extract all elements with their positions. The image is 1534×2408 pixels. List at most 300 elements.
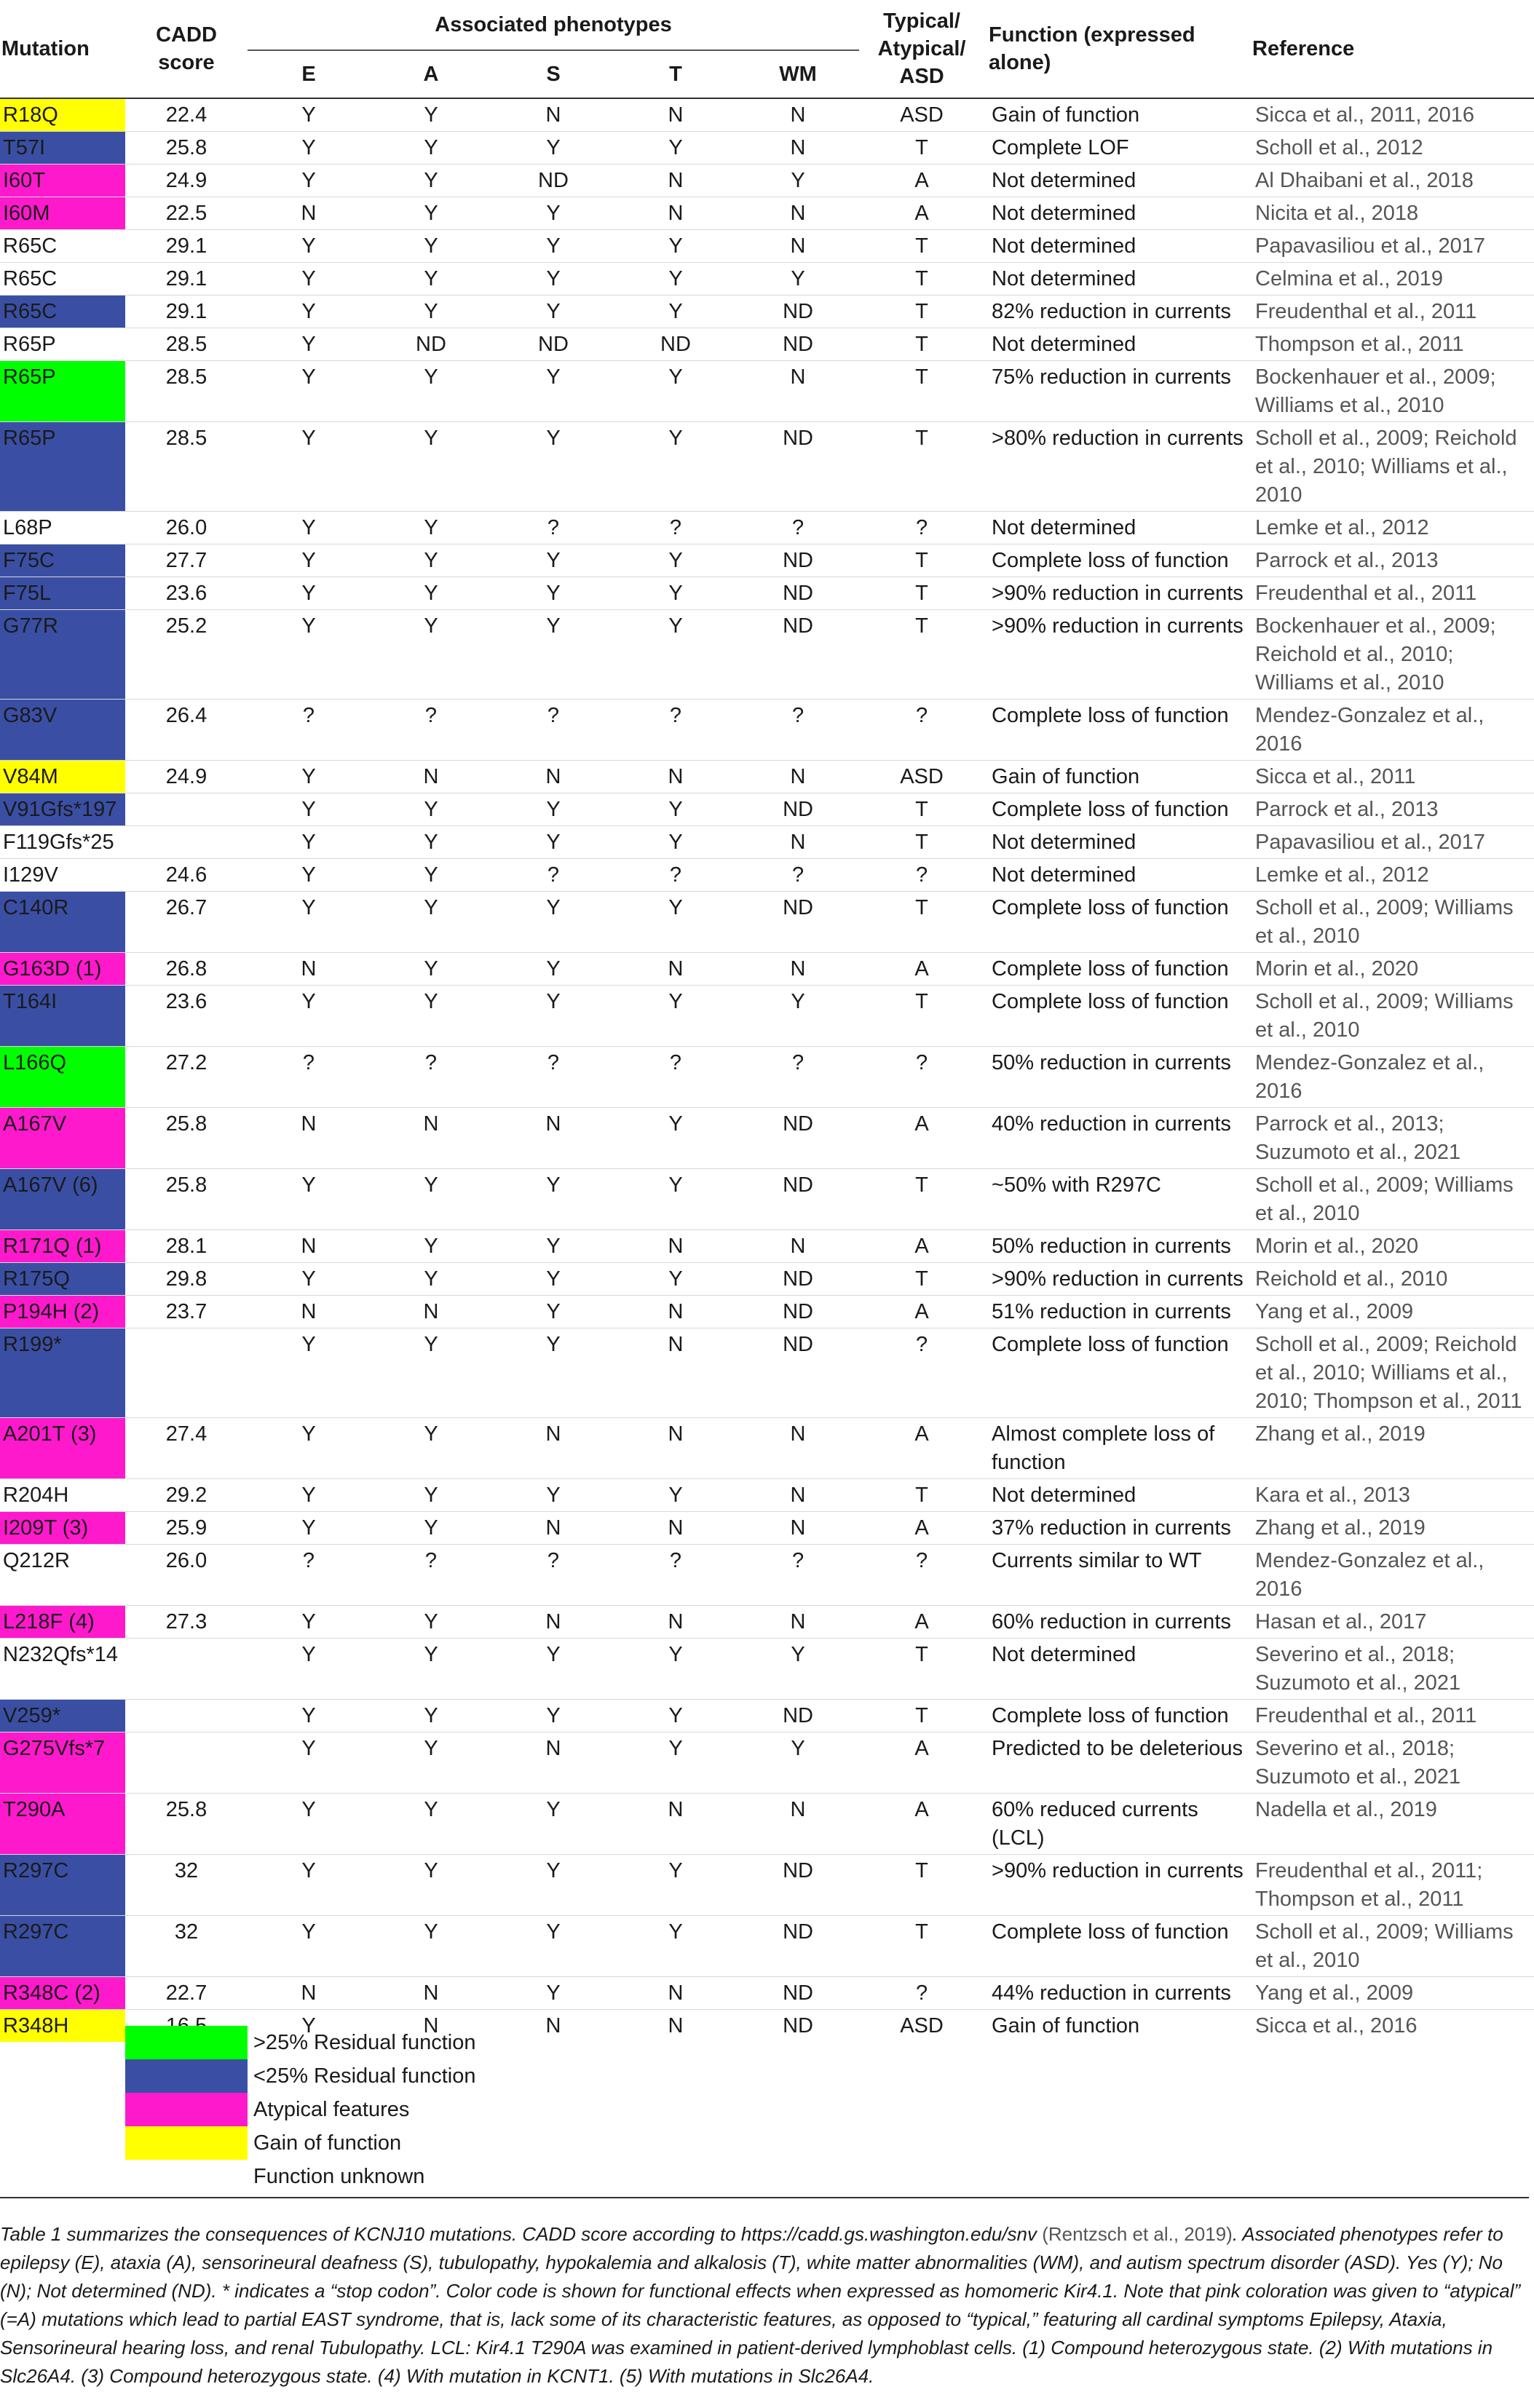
cell-s: Y bbox=[546, 1235, 561, 1258]
mutation-cell: L218F (4) bbox=[0, 1606, 125, 1639]
cell-wm: ND bbox=[783, 549, 813, 572]
cell-e: Y bbox=[301, 831, 316, 854]
table-row bbox=[0, 1794, 1534, 1855]
mutation-cell: G163D (1) bbox=[0, 953, 125, 986]
cell-s: N bbox=[545, 2014, 561, 2037]
cell-a: Y bbox=[424, 1920, 438, 1944]
cell-a: ND bbox=[416, 333, 446, 356]
cell-cadd bbox=[125, 826, 248, 859]
reference-cell: Mendez-Gonzalez et al., 2016 bbox=[1255, 1549, 1484, 1601]
table-row bbox=[0, 1047, 1534, 1108]
cell-t: N bbox=[668, 1798, 684, 1821]
cell-t: Y bbox=[668, 267, 683, 290]
function-cell: Not determined bbox=[992, 234, 1136, 258]
function-cell: Not determined bbox=[992, 169, 1136, 192]
function-cell: Not determined bbox=[992, 516, 1136, 539]
function-cell: Not determined bbox=[992, 333, 1136, 356]
cell-e: Y bbox=[301, 765, 316, 788]
cell-cadd: 25.8 bbox=[165, 1173, 207, 1197]
legend-item bbox=[125, 2026, 476, 2059]
cell-wm: ND bbox=[783, 1859, 813, 1882]
mutation-cell: I209T (3) bbox=[0, 1512, 125, 1545]
legend-label: >25% Residual function bbox=[253, 2030, 476, 2054]
cell-cadd: 27.3 bbox=[165, 1610, 207, 1633]
cell-e: Y bbox=[301, 1516, 316, 1540]
reference-cell: Zhang et al., 2019 bbox=[1255, 1422, 1426, 1446]
mutation-cell: R65P bbox=[0, 361, 125, 422]
mutation-cell: R171Q (1) bbox=[0, 1230, 125, 1263]
cell-cadd: 26.0 bbox=[165, 516, 207, 539]
function-cell: Almost complete loss of function bbox=[992, 1422, 1215, 1474]
cell-typ: A bbox=[914, 1610, 929, 1633]
cell-wm: ND bbox=[783, 1112, 813, 1136]
cell-a: Y bbox=[424, 169, 438, 192]
cell-s: ND bbox=[538, 333, 569, 356]
mutation-cell: C140R bbox=[0, 892, 125, 953]
table-row bbox=[0, 1606, 1534, 1639]
cell-typ: T bbox=[915, 1267, 928, 1291]
cell-t: Y bbox=[668, 1704, 683, 1727]
cell-s: Y bbox=[546, 300, 561, 323]
reference-cell: Papavasiliou et al., 2017 bbox=[1255, 234, 1486, 258]
cell-typ: ASD bbox=[900, 2014, 944, 2037]
cell-s: Y bbox=[546, 1267, 561, 1291]
cell-e: Y bbox=[301, 1173, 316, 1197]
legend-swatch bbox=[125, 2059, 248, 2093]
reference-cell: Morin et al., 2020 bbox=[1255, 957, 1419, 981]
cell-s: Y bbox=[546, 1798, 561, 1821]
cell-a: Y bbox=[424, 863, 438, 887]
cell-e: Y bbox=[301, 1737, 316, 1760]
cell-s: Y bbox=[546, 831, 561, 854]
mutation-cell: A201T (3) bbox=[0, 1418, 125, 1479]
cell-s: Y bbox=[546, 1859, 561, 1882]
cell-a: ? bbox=[424, 704, 438, 727]
cell-cadd: 25.8 bbox=[165, 1112, 207, 1136]
reference-cell: Lemke et al., 2012 bbox=[1255, 863, 1429, 887]
function-cell: Not determined bbox=[992, 267, 1136, 290]
cell-cadd: 28.5 bbox=[165, 333, 207, 356]
cell-typ: T bbox=[915, 1704, 928, 1727]
reference-cell: Yang et al., 2009 bbox=[1255, 1300, 1414, 1323]
mutation-cell: I129V bbox=[3, 863, 58, 887]
reference-cell: Reichold et al., 2010 bbox=[1255, 1267, 1448, 1291]
cell-wm: ND bbox=[783, 1704, 813, 1727]
cell-typ: A bbox=[914, 169, 929, 192]
table-row bbox=[0, 132, 1534, 165]
mutation-cell: I60T bbox=[0, 165, 125, 197]
cell-cadd: 26.4 bbox=[165, 704, 207, 727]
cell-typ: T bbox=[915, 1643, 928, 1666]
cell-wm: N bbox=[790, 202, 806, 225]
cell-typ: T bbox=[915, 1859, 928, 1882]
function-cell: 44% reduction in currents bbox=[992, 1981, 1231, 2005]
cell-a: N bbox=[423, 1300, 439, 1323]
cell-cadd: 27.4 bbox=[165, 1422, 207, 1446]
cell-wm: N bbox=[790, 234, 806, 258]
reference-cell: Freudenthal et al., 2011 bbox=[1255, 300, 1477, 323]
cell-t: N bbox=[668, 169, 684, 192]
cell-t: Y bbox=[668, 1484, 683, 1507]
cell-a: ? bbox=[424, 1051, 438, 1074]
mutation-cell: R65C bbox=[3, 267, 58, 290]
cell-typ: A bbox=[914, 1798, 929, 1821]
cell-wm: ND bbox=[783, 427, 813, 450]
function-cell: 37% reduction in currents bbox=[992, 1516, 1231, 1540]
table-row bbox=[0, 1732, 1534, 1794]
cell-e: Y bbox=[301, 2014, 316, 2037]
cell-a: Y bbox=[424, 957, 438, 981]
table-row bbox=[0, 1545, 1534, 1606]
reference-cell: Scholl et al., 2009; Reichold et al., 2010; Williams et al., 2010 bbox=[1255, 427, 1517, 507]
reference-cell: Severino et al., 2018; Suzumoto et al., 2021 bbox=[1255, 1737, 1461, 1789]
cell-cadd bbox=[125, 1639, 248, 1700]
mutation-cell: G77R bbox=[0, 610, 125, 700]
cell-a: Y bbox=[424, 831, 438, 854]
table-row bbox=[0, 1479, 1534, 1512]
legend-swatch bbox=[125, 2160, 248, 2193]
cell-s: ? bbox=[547, 1051, 560, 1074]
reference-cell: Bockenhauer et al., 2009; Reichold et al., 2010; Williams et al., 2010 bbox=[1255, 614, 1496, 694]
cell-wm: ND bbox=[783, 1300, 813, 1323]
function-cell: >90% reduction in currents bbox=[992, 1859, 1244, 1882]
cell-s: Y bbox=[546, 267, 561, 290]
reference-cell: Scholl et al., 2012 bbox=[1255, 136, 1423, 159]
mutation-cell: R65C bbox=[0, 296, 125, 328]
mutation-cell: G275Vfs*7 bbox=[0, 1732, 125, 1794]
cell-s: Y bbox=[546, 1300, 561, 1323]
function-cell: >90% reduction in currents bbox=[992, 582, 1244, 605]
table-body bbox=[0, 98, 1534, 2042]
cell-typ: A bbox=[914, 1516, 929, 1540]
function-cell: Complete loss of function bbox=[992, 957, 1229, 981]
cell-e: Y bbox=[301, 1333, 316, 1356]
cell-t: Y bbox=[668, 300, 683, 323]
function-cell: 60% reduction in currents bbox=[992, 1610, 1231, 1633]
table-row bbox=[0, 859, 1534, 892]
cell-t: Y bbox=[668, 136, 683, 159]
cell-cadd: 29.2 bbox=[165, 1484, 207, 1507]
cell-e: Y bbox=[301, 549, 316, 572]
cell-t: N bbox=[668, 1610, 684, 1633]
cell-s: N bbox=[545, 1737, 561, 1760]
cell-wm: ND bbox=[783, 2014, 813, 2037]
mutation-cell: V91Gfs*197 bbox=[0, 793, 125, 826]
cell-a: Y bbox=[424, 1173, 438, 1197]
cell-wm: N bbox=[790, 1484, 806, 1507]
cell-t: Y bbox=[668, 427, 683, 450]
cell-a: Y bbox=[424, 1484, 438, 1507]
cell-wm: ? bbox=[791, 1549, 804, 1572]
cell-typ: ? bbox=[915, 863, 928, 887]
cell-wm: ? bbox=[791, 704, 804, 727]
cell-t: ? bbox=[669, 1051, 682, 1074]
mutation-cell: L68P bbox=[3, 516, 52, 539]
cell-t: Y bbox=[668, 1112, 683, 1136]
table-row bbox=[0, 328, 1534, 361]
table-row bbox=[0, 1328, 1534, 1418]
cell-typ: ? bbox=[915, 704, 928, 727]
cell-e: Y bbox=[301, 136, 316, 159]
cell-typ: T bbox=[915, 990, 928, 1013]
mutation-cell: V259* bbox=[0, 1700, 125, 1732]
cell-t: Y bbox=[668, 1859, 683, 1882]
reference-cell: Scholl et al., 2009; Williams et al., 2010 bbox=[1255, 1920, 1514, 1972]
mutation-cell: R297C bbox=[0, 1916, 125, 1977]
cell-s: ND bbox=[538, 169, 569, 192]
cell-t: N bbox=[668, 1300, 684, 1323]
cell-cadd: 24.6 bbox=[165, 863, 207, 887]
cell-e: Y bbox=[301, 1920, 316, 1944]
cell-t: ? bbox=[669, 863, 682, 887]
table-row bbox=[0, 892, 1534, 953]
mutation-cell: P194H (2) bbox=[0, 1296, 125, 1328]
cell-e: Y bbox=[301, 1267, 316, 1291]
legend-label: Function unknown bbox=[253, 2164, 425, 2188]
cell-s: Y bbox=[546, 1643, 561, 1666]
legend-swatch bbox=[125, 2126, 248, 2160]
reference-cell: Celmina et al., 2019 bbox=[1255, 267, 1443, 290]
reference-cell: Nicita et al., 2018 bbox=[1255, 202, 1419, 225]
function-cell: Gain of function bbox=[992, 103, 1140, 127]
reference-cell: Zhang et al., 2019 bbox=[1255, 1516, 1426, 1540]
reference-cell: Sicca et al., 2016 bbox=[1255, 2014, 1418, 2037]
cell-typ: A bbox=[914, 957, 929, 981]
cell-s: Y bbox=[546, 582, 561, 605]
cell-cadd: 28.1 bbox=[165, 1235, 207, 1258]
cell-t: Y bbox=[668, 365, 683, 389]
cell-s: N bbox=[545, 1112, 561, 1136]
table-row bbox=[0, 165, 1534, 197]
cell-cadd: 29.8 bbox=[165, 1267, 207, 1291]
cell-cadd: 23.7 bbox=[165, 1300, 207, 1323]
cell-wm: N bbox=[790, 103, 806, 127]
cell-t: N bbox=[668, 1516, 684, 1540]
cell-wm: N bbox=[790, 957, 806, 981]
cell-t: Y bbox=[668, 549, 683, 572]
function-cell: 60% reduced currents (LCL) bbox=[992, 1798, 1198, 1850]
cell-typ: T bbox=[915, 234, 928, 258]
table-row bbox=[0, 1230, 1534, 1263]
cell-s: Y bbox=[546, 896, 561, 919]
legend-label: Gain of function bbox=[253, 2131, 402, 2155]
cell-typ: T bbox=[915, 300, 928, 323]
mutation-cell: R18Q bbox=[0, 98, 125, 132]
cell-s: Y bbox=[546, 1704, 561, 1727]
cell-s: N bbox=[545, 1610, 561, 1633]
header-associated-phenotypes: Associated phenotypes bbox=[248, 0, 859, 50]
reference-cell: Parrock et al., 2013 bbox=[1255, 549, 1439, 572]
cell-e: Y bbox=[301, 333, 316, 356]
reference-cell: Severino et al., 2018; Suzumoto et al., 2021 bbox=[1255, 1643, 1461, 1695]
cell-t: Y bbox=[668, 1920, 683, 1944]
cell-a: Y bbox=[424, 202, 438, 225]
table-caption bbox=[0, 2197, 1529, 2391]
cell-t: Y bbox=[668, 1643, 683, 1666]
reference-cell: Parrock et al., 2013; Suzumoto et al., 2021 bbox=[1255, 1112, 1461, 1164]
mutation-cell: T164I bbox=[0, 986, 125, 1047]
cell-typ: T bbox=[915, 427, 928, 450]
table-row bbox=[0, 1263, 1534, 1296]
mutation-cell: A167V bbox=[0, 1108, 125, 1169]
cell-e: Y bbox=[301, 300, 316, 323]
mutation-cell: R65P bbox=[3, 333, 56, 356]
legend-label: Atypical features bbox=[253, 2097, 410, 2121]
cell-e: Y bbox=[301, 798, 316, 821]
table-row bbox=[0, 610, 1534, 700]
table-row bbox=[0, 512, 1534, 544]
cell-wm: Y bbox=[791, 169, 805, 192]
cell-wm: ND bbox=[783, 798, 813, 821]
cell-wm: N bbox=[790, 831, 806, 854]
cell-t: Y bbox=[668, 831, 683, 854]
cell-e: N bbox=[301, 202, 317, 225]
cell-typ: T bbox=[915, 831, 928, 854]
legend-swatch bbox=[125, 2093, 248, 2126]
cell-typ: A bbox=[914, 202, 929, 225]
cell-t: ND bbox=[660, 333, 691, 356]
mutation-cell: R65P bbox=[0, 422, 125, 512]
mutation-cell: F75C bbox=[0, 544, 125, 577]
cell-wm: ND bbox=[783, 1173, 813, 1197]
function-cell: 82% reduction in currents bbox=[992, 300, 1231, 323]
cell-t: N bbox=[668, 957, 684, 981]
cell-cadd bbox=[125, 1700, 248, 1732]
table-row bbox=[0, 544, 1534, 577]
reference-cell: Freudenthal et al., 2011 bbox=[1255, 582, 1477, 605]
table-row bbox=[0, 986, 1534, 1047]
header-mutation: Mutation bbox=[1, 37, 90, 60]
reference-cell: Morin et al., 2020 bbox=[1255, 1235, 1419, 1258]
cell-typ: T bbox=[915, 1920, 928, 1944]
cell-wm: Y bbox=[791, 1737, 805, 1760]
cell-s: Y bbox=[546, 1333, 561, 1356]
cell-e: Y bbox=[301, 896, 316, 919]
cell-s: Y bbox=[546, 202, 561, 225]
mutation-cell: T290A bbox=[0, 1794, 125, 1855]
cell-e: N bbox=[301, 957, 317, 981]
cell-e: Y bbox=[301, 1643, 316, 1666]
cell-a: Y bbox=[424, 300, 438, 323]
cell-t: ? bbox=[669, 516, 682, 539]
cell-typ: A bbox=[914, 1112, 929, 1136]
cell-s: Y bbox=[546, 136, 561, 159]
cell-wm: N bbox=[790, 136, 806, 159]
table-row bbox=[0, 98, 1534, 132]
mutation-cell: R297C bbox=[0, 1855, 125, 1916]
cell-wm: Y bbox=[791, 267, 805, 290]
cell-a: Y bbox=[424, 1333, 438, 1356]
mutation-cell: G83V bbox=[0, 700, 125, 761]
table-row bbox=[0, 793, 1534, 826]
cell-a: Y bbox=[424, 1859, 438, 1882]
mutation-cell: V84M bbox=[0, 761, 125, 793]
cell-t: N bbox=[668, 1981, 684, 2005]
cell-s: Y bbox=[546, 427, 561, 450]
cell-typ: T bbox=[915, 549, 928, 572]
cell-cadd: 22.5 bbox=[165, 202, 207, 225]
cell-cadd: 29.1 bbox=[165, 267, 207, 290]
mutation-cell: T57I bbox=[0, 132, 125, 165]
cell-typ: ASD bbox=[900, 103, 944, 127]
cell-s: Y bbox=[546, 1173, 561, 1197]
function-cell: ~50% with R297C bbox=[992, 1173, 1161, 1197]
function-cell: 75% reduction in currents bbox=[992, 365, 1231, 389]
table-row bbox=[0, 1169, 1534, 1230]
cell-a: Y bbox=[424, 516, 438, 539]
cell-cadd: 24.9 bbox=[165, 169, 207, 192]
cell-s: Y bbox=[546, 549, 561, 572]
table-row bbox=[0, 826, 1534, 859]
cell-cadd: 26.8 bbox=[165, 957, 207, 981]
cell-typ: T bbox=[915, 1484, 928, 1507]
function-cell: Predicted to be deleterious bbox=[992, 1737, 1244, 1760]
cell-a: Y bbox=[424, 365, 438, 389]
table-row bbox=[0, 1108, 1534, 1169]
header-wm: WM bbox=[779, 63, 817, 86]
cell-wm: ND bbox=[783, 614, 813, 638]
cell-t: Y bbox=[668, 1737, 683, 1760]
cell-e: Y bbox=[301, 1704, 316, 1727]
cell-a: Y bbox=[424, 1422, 438, 1446]
header-e: E bbox=[301, 63, 316, 86]
cell-wm: ND bbox=[783, 1333, 813, 1356]
cell-e: Y bbox=[301, 863, 316, 887]
cell-t: Y bbox=[668, 234, 683, 258]
cell-typ: ? bbox=[915, 1051, 928, 1074]
cell-wm: N bbox=[790, 1516, 806, 1540]
cell-typ: A bbox=[914, 1235, 929, 1258]
cell-wm: ND bbox=[783, 1267, 813, 1291]
cell-t: N bbox=[668, 1235, 684, 1258]
caption-text-1: Table 1 summarizes the consequences of KCNJ10 mutations. CADD score according to https://cadd.gs.washington.edu/snv bbox=[0, 2223, 1043, 2245]
cell-t: N bbox=[668, 765, 684, 788]
cell-t: Y bbox=[668, 1173, 683, 1197]
cell-a: Y bbox=[424, 582, 438, 605]
mutation-cell: N232Qfs*14 bbox=[3, 1643, 118, 1666]
reference-cell: Scholl et al., 2009; Williams et al., 2010 bbox=[1255, 896, 1514, 948]
cell-s: Y bbox=[546, 1981, 561, 2005]
cell-a: Y bbox=[424, 614, 438, 638]
table-row bbox=[0, 422, 1534, 512]
cell-a: Y bbox=[424, 1516, 438, 1540]
cell-t: N bbox=[668, 202, 684, 225]
cell-cadd: 25.8 bbox=[165, 1798, 207, 1821]
cell-a: N bbox=[423, 2014, 439, 2037]
mutation-cell: F75L bbox=[0, 577, 125, 610]
cell-a: ? bbox=[424, 1549, 438, 1572]
cell-t: N bbox=[668, 1422, 684, 1446]
cell-wm: Y bbox=[791, 1643, 805, 1666]
function-cell: Not determined bbox=[992, 831, 1136, 854]
reference-cell: Mendez-Gonzalez et al., 2016 bbox=[1255, 704, 1484, 756]
cell-a: Y bbox=[424, 1643, 438, 1666]
cell-cadd: 23.6 bbox=[165, 582, 207, 605]
caption-text-2: . Associated phenotypes refer to epilepsy (E), ataxia (A), sensorineural deafness (S), tubulopathy, hypokalemia and alkalosis (T), white matter abnormalities (WM), and autism spectrum disorder (ASD). Yes (Y); No (N); Not determined (ND). * indicates a “stop codon”. Color code is shown for functional effects when expressed as homomeric Kir4.1. Note that pink coloration was given to “atypical” (=A) mutations which lead to partial EAST syndrome, that is, lack some of its characteristic features, as opposed to “typical,” featuring all cardinal symptoms Epilepsy, Ataxia, Sensorineural hearing loss, and renal Tubulopathy. LCL: Kir4.1 T290A was examined in patient-derived lymphoblast cells. (1) Compound heterozygous state. (2) With mutations in Slc26A4. (3) Compound heterozygous state. (4) With mutation in KCNT1. (5) With mutations in Slc26A4. bbox=[0, 2223, 1521, 2387]
cell-e: Y bbox=[301, 516, 316, 539]
cell-cadd: 29.1 bbox=[165, 300, 207, 323]
function-cell: Complete loss of function bbox=[992, 1920, 1229, 1944]
function-cell: Complete loss of function bbox=[992, 990, 1229, 1013]
cell-cadd: 28.5 bbox=[165, 427, 207, 450]
cell-s: Y bbox=[546, 234, 561, 258]
function-cell: >90% reduction in currents bbox=[992, 614, 1244, 638]
cell-s: N bbox=[545, 103, 561, 127]
table-row bbox=[0, 1916, 1534, 1977]
cell-a: Y bbox=[424, 798, 438, 821]
cell-a: Y bbox=[424, 267, 438, 290]
cell-e: ? bbox=[302, 1549, 315, 1572]
